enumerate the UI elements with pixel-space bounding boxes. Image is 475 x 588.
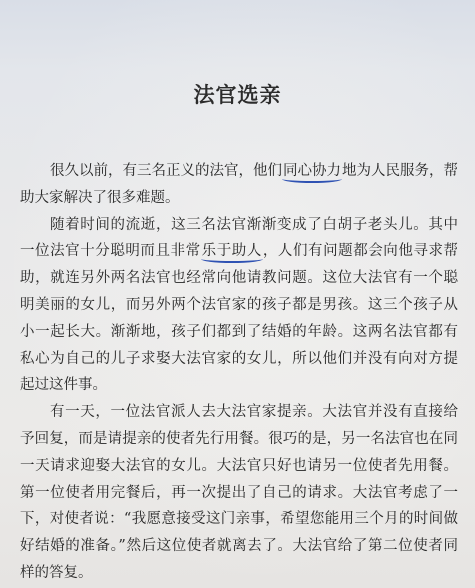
page-title: 法官选亲 (193, 82, 282, 107)
text-line (20, 158, 458, 185)
text-line: 小一起长大。渐渐地，孩子们都到了结婚的年龄。这两名法官都有 (20, 323, 458, 340)
text-line (20, 238, 458, 265)
text-line: 好结婚的准备。”然后这位使者就离去了。大法官给了第二位使者同 (20, 538, 458, 555)
text-line: 有一天，一位法官派人去大法官家提亲。大法官并没有直接给 (50, 404, 458, 421)
story-body (20, 158, 458, 587)
line-text: 很久以前，有三名正义的法官，他们 (50, 163, 282, 179)
text-line: 下，对使者说：“我愿意接受这门亲事，希望您能用三个月的时间做 (20, 511, 458, 528)
text-line: 第一位使者用完餐后，再一次提出了自己的请求。大法官考虑了一 (20, 484, 458, 501)
text-line: 私心为自己的儿子求娶大法官家的女儿，所以他们并没有向对方提 (20, 350, 458, 367)
pen-underlined-phrase: 乐于助人 (201, 243, 263, 263)
text-line: 明美丽的女儿，而另外两个法官家的孩子都是男孩。这三个孩子从 (20, 296, 458, 313)
text-line: 助大家解决了很多难题。 (20, 189, 180, 206)
line-text: 一位法官十分聪明而且非常 (20, 243, 201, 260)
paragraph (20, 212, 458, 400)
text-line: 样的答复。 (20, 564, 93, 581)
pen-underlined-phrase: 同心协力 (282, 163, 342, 183)
text-line: 起过这件事。 (20, 377, 107, 394)
text-line: 随着时间的流逝，这三名法官渐渐变成了白胡子老头儿。其中 (50, 216, 458, 233)
text-line: 助，就连另外两名法官也经常向他请教问题。这位大法官有一个聪 (20, 270, 458, 287)
line-text: 地为人民服务，帮 (342, 163, 458, 179)
line-text: ，人们有问题都会向他寻求帮 (262, 243, 458, 260)
text-line: 予回复，而是请提亲的使者先行用餐。很巧的是，另一名法官也在同 (20, 430, 458, 447)
paragraph (20, 399, 458, 587)
paragraph (20, 158, 458, 212)
text-line: 一天请求迎娶大法官的女儿。大法官只好也请另一位使者先用餐。 (20, 457, 458, 474)
